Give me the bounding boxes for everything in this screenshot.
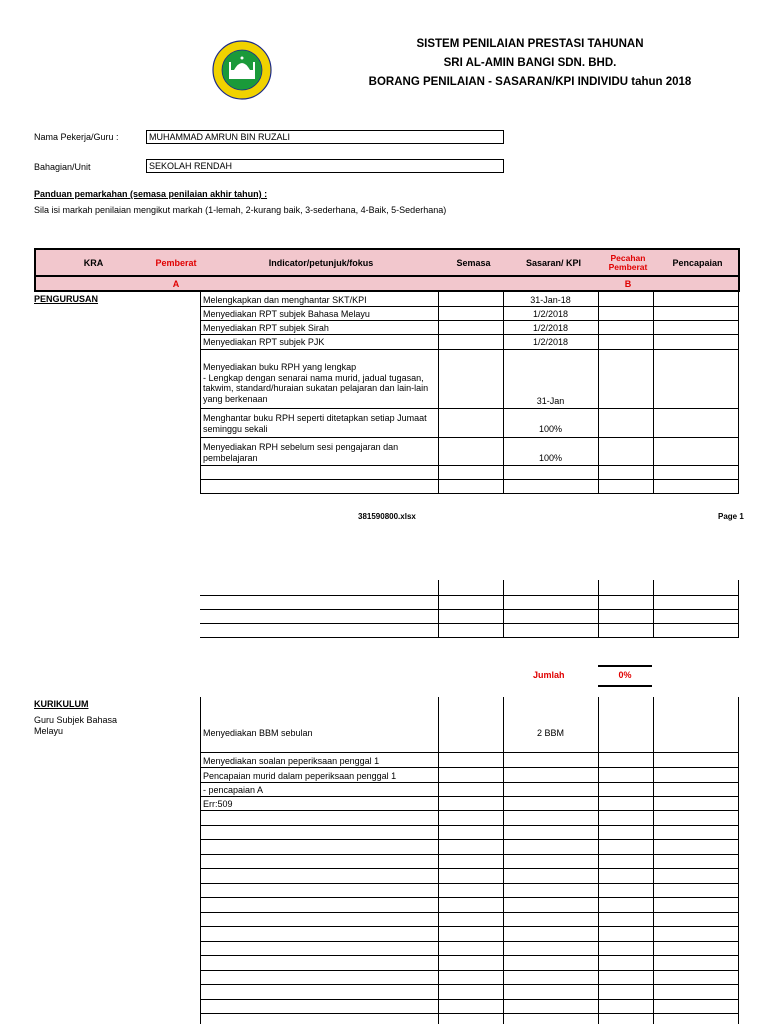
unit-label: Bahagian/Unit <box>34 162 91 172</box>
table-row-sasaran: 31-Jan-18 <box>530 295 571 305</box>
name-field[interactable]: MUHAMMAD AMRUN BIN RUZALI <box>146 130 504 144</box>
col-pecahan: Pecahan Pemberat <box>608 252 648 272</box>
marker-b: B <box>624 278 632 289</box>
section-pengurusan-title: PENGURUSAN <box>34 294 99 304</box>
table-row-sasaran: 100% <box>538 424 563 434</box>
table-row-indicator: Menyediakan RPT subjek PJK <box>203 337 325 347</box>
col-pencapaian: Pencapaian <box>672 257 723 268</box>
table-row-indicator: Err:509 <box>203 799 233 809</box>
table-header <box>34 248 740 277</box>
table-row-sasaran: 1/2/2018 <box>532 337 569 347</box>
table-row-indicator: Pencapaian murid dalam peperiksaan penggal 1 <box>203 771 397 781</box>
table-row-sasaran: 100% <box>538 453 563 463</box>
unit-field[interactable]: SEKOLAH RENDAH <box>146 159 504 173</box>
table-row-sasaran: 31-Jan <box>536 396 565 406</box>
guide-heading: Panduan pemarkahan (semasa penilaian akhir tahun) : <box>34 189 268 199</box>
table-row-sasaran: 1/2/2018 <box>532 309 569 319</box>
col-sasaran: Sasaran/ KPI <box>525 257 582 268</box>
table-row-indicator: Menghantar buku RPH seperti ditetapkan setiap Jumaat seminggu sekali <box>203 413 427 434</box>
footer-page: Page 1 <box>718 512 744 521</box>
table-row-indicator: Menyediakan soalan peperiksaan penggal 1 <box>203 756 380 766</box>
title-line-2: SRI AL-AMIN BANGI SDN. BHD. <box>443 57 617 69</box>
col-indicator: Indicator/petunjuk/fokus <box>268 257 374 268</box>
title-line-3: BORANG PENILAIAN - SASARAN/KPI INDIVIDU tahun 2018 <box>368 76 692 88</box>
school-logo <box>212 40 272 100</box>
table-row-indicator: Menyediakan RPT subjek Bahasa Melayu <box>203 309 370 319</box>
table-row-indicator: Menyediakan RPH sebelum sesi pengajaran dan pembelajaran <box>203 442 399 463</box>
title-line-1: SISTEM PENILAIAN PRESTASI TAHUNAN <box>416 38 644 50</box>
jumlah-value: 0% <box>618 670 632 680</box>
guide-text: Sila isi markah penilaian mengikut markah (1-lemah, 2-kurang baik, 3-sederhana, 4-Baik, 5-Sederhana) <box>34 205 447 215</box>
col-kra: KRA <box>83 257 104 268</box>
jumlah-label: Jumlah <box>533 670 565 680</box>
name-label: Nama Pekerja/Guru : <box>34 132 119 142</box>
footer-filename: 381590800.xlsx <box>358 512 416 521</box>
table-row-indicator: Menyediakan BBM sebulan <box>203 728 313 738</box>
logo-emblem-icon <box>212 40 272 100</box>
table-row-indicator: Melengkapkan dan menghantar SKT/KPI <box>203 295 367 305</box>
table-row-indicator: Menyediakan buku RPH yang lengkap - Lengkap dengan senarai nama murid, jadual tugasan, takwim, standard/huraian sukatan pelajaran dan lain-lain yang berkenaan <box>203 362 429 404</box>
col-pemberat: Pemberat <box>155 257 197 268</box>
section-kurikulum-subtitle: Guru Subjek Bahasa Melayu <box>34 715 118 736</box>
marker-a: A <box>172 278 180 289</box>
col-semasa: Semasa <box>456 257 491 268</box>
table-row-sasaran: 1/2/2018 <box>532 323 569 333</box>
table-row-sasaran: 2 BBM <box>536 728 564 738</box>
section-kurikulum-title: KURIKULUM <box>34 699 89 709</box>
table-row-indicator: Menyediakan RPT subjek Sirah <box>203 323 329 333</box>
marker-row <box>34 277 740 292</box>
table-row-indicator: - pencapaian A <box>203 785 264 795</box>
